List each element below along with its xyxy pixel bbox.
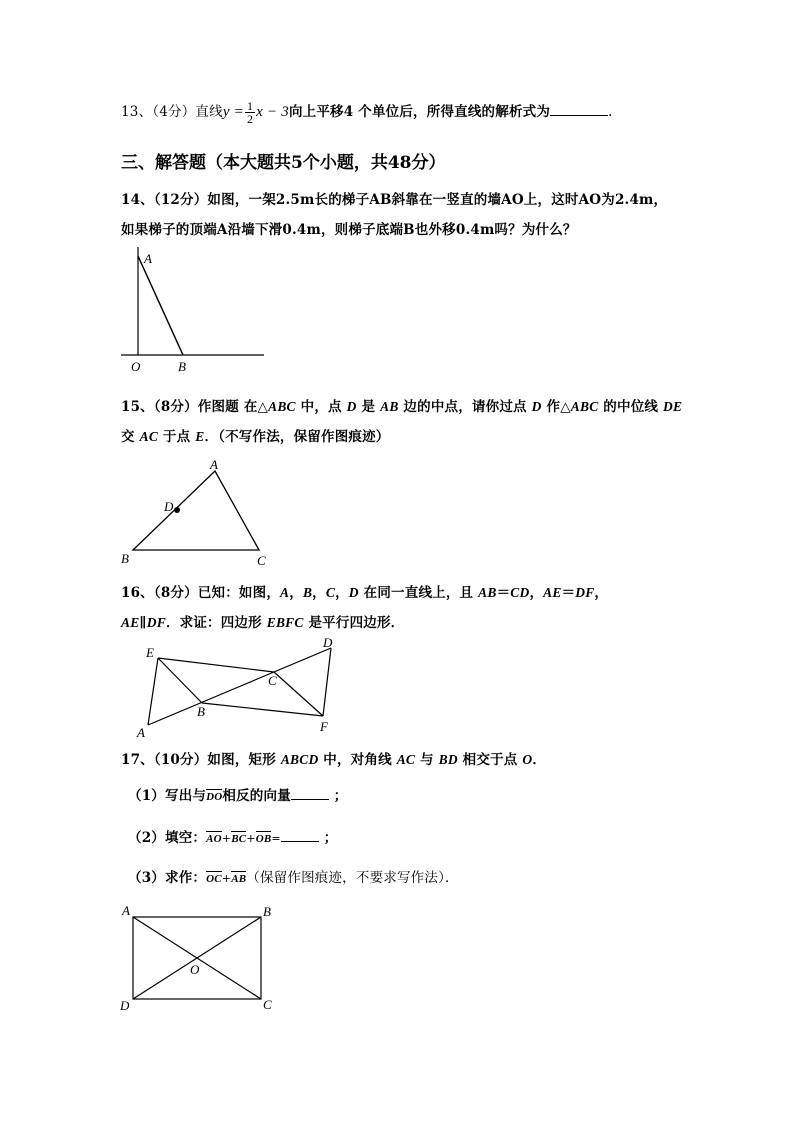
q15-label-d: D — [164, 499, 174, 514]
q15-var: AB — [380, 399, 399, 414]
q17-label-a: A — [122, 903, 130, 918]
q16-text: ．求证：四边形 — [165, 615, 267, 631]
q16-var: B — [302, 585, 313, 600]
q17-vector-ab: AB — [231, 873, 247, 885]
q16-label-e: E — [146, 645, 154, 660]
q17-text: 相交于点 — [457, 752, 523, 768]
q17-text: 中，对角线 — [318, 752, 397, 768]
q17-var: ABCD — [280, 752, 319, 767]
q15-label-c: C — [257, 553, 266, 568]
q17-vector-do: DO — [206, 791, 223, 803]
q16-text: ， — [312, 585, 326, 601]
q13-frac-num: 1 — [246, 99, 254, 113]
q16-text: ， — [529, 585, 544, 601]
q16-var: C — [325, 585, 336, 600]
q13-prefix: 13、（4分）直线 — [121, 104, 223, 120]
q17-text: 与 — [415, 752, 439, 768]
q16-label-f: F — [320, 719, 328, 734]
q15-text: 作△ — [541, 399, 571, 415]
q15-var: D — [346, 399, 357, 414]
q16-text: ∥ — [139, 615, 147, 631]
q16-text: ， — [594, 585, 609, 601]
q13-rhs: x − 3 — [256, 104, 289, 120]
q15-var: ABC — [570, 399, 599, 414]
q17-plus: + — [246, 832, 256, 845]
q17-text: ； — [333, 788, 348, 804]
q15-text: 15、（8分）作图题 在△ — [121, 399, 269, 415]
q15-label-b: B — [121, 551, 129, 566]
q17-var: O — [522, 752, 533, 767]
q17-vector-oc: OC — [206, 873, 222, 885]
q15-text: 交 — [121, 429, 140, 445]
q14-line2: 如果梯子的顶端A沿墙下滑0.4m，则梯子底端B也外移0.4m吗？为什么？ — [121, 222, 577, 238]
q17-label-b: B — [263, 904, 271, 919]
q16-label-a: A — [137, 725, 145, 740]
q13-lhs: y = — [222, 104, 244, 120]
q16-text: 在同一直线上，且 — [358, 585, 479, 601]
q17-text: （3）求作： — [128, 870, 207, 886]
q13-frac-den: 2 — [246, 112, 254, 126]
q15-var: E — [195, 429, 205, 444]
q16-label-d: D — [323, 635, 333, 650]
section-title: 三、解答题（本大题共5个小题，共48分） — [121, 153, 446, 173]
q13-end: . — [608, 104, 613, 120]
q15-label-a: A — [210, 457, 218, 472]
q15-var: D — [531, 399, 542, 414]
q17-plus: + — [221, 872, 232, 885]
q17-text: （1）写出与 — [128, 788, 207, 804]
q17-text: 相反的向量 — [222, 788, 291, 804]
q15-text: 中，点 — [295, 399, 347, 415]
q16-label-c: C — [268, 673, 277, 688]
q16-var: DF — [146, 615, 166, 630]
q15-var: ABC — [268, 399, 296, 414]
q16-var: AE — [543, 585, 562, 600]
q17-vector-ao: AO — [206, 833, 222, 845]
q17-var: AC — [396, 752, 416, 767]
q16-var: DF — [575, 585, 595, 600]
q16-text: ， — [335, 585, 349, 601]
q17-vector-ob: OB — [255, 833, 272, 845]
q17-var: BD — [438, 752, 458, 767]
q17-label-d: D — [120, 998, 130, 1013]
q17-text: 17、（10分）如图，矩形 — [121, 752, 281, 768]
q16-text: ＝ — [496, 585, 511, 601]
q16-var: EBFC — [266, 615, 304, 630]
q15-text: ．（不写作法，保留作图痕迹） — [204, 429, 390, 445]
q15-text: 边的中点，请你过点 — [398, 399, 532, 415]
q13-text: 向上平移4 个单位后，所得直线的解析式为 — [288, 104, 551, 120]
q16-var: AE — [121, 615, 140, 630]
q15-var: DE — [663, 399, 683, 414]
q14-label-b: B — [178, 359, 186, 374]
q17-plus: + — [221, 832, 232, 845]
q17-text: （保留作图痕迹，不要求写作法）． — [246, 870, 459, 886]
q15-text: 于点 — [158, 429, 196, 445]
q16-text: 16、（8分）已知：如图， — [121, 585, 281, 601]
q16-text: ， — [289, 585, 303, 601]
q16-var: CD — [510, 585, 530, 600]
q16-var: AB — [478, 585, 497, 600]
q15-text: 的中位线 — [598, 399, 664, 415]
q16-label-b: B — [197, 704, 205, 719]
q17-label-o: O — [190, 962, 200, 977]
q14-label-o: O — [131, 359, 141, 374]
q16-text: ＝ — [561, 585, 576, 601]
q14-line1: 14、（12分）如图，一架2.5m长的梯子AB斜靠在一竖直的墙AO上，这时AO为2.4m， — [121, 192, 668, 208]
q17-text: （2）填空： — [128, 830, 207, 846]
q15-text: 是 — [356, 399, 381, 415]
q14-label-a: A — [144, 251, 152, 266]
q15-var: AC — [139, 429, 159, 444]
q17-equals: = — [271, 832, 281, 845]
q17-text: ； — [323, 830, 338, 846]
q16-var: A — [280, 585, 290, 600]
q17-vector-bc: BC — [231, 833, 247, 845]
q17-text: ． — [532, 752, 547, 768]
q16-var: D — [348, 585, 359, 600]
q16-text: 是平行四边形． — [303, 615, 405, 631]
q17-label-c: C — [263, 997, 272, 1012]
